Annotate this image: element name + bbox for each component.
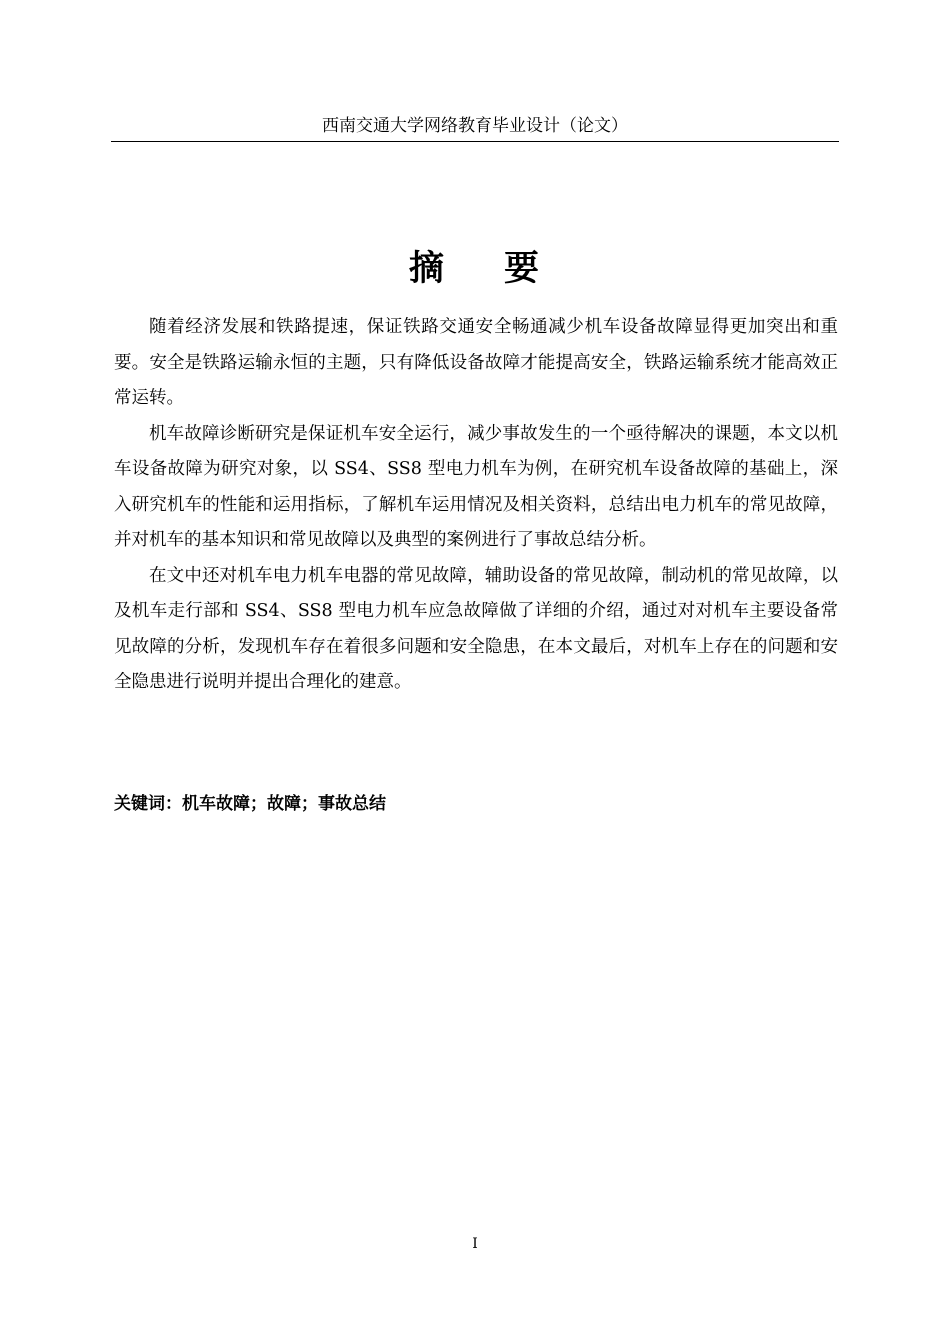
abstract-body [114,310,838,701]
title-char-2: 要 [504,249,542,289]
abstract-paragraph-2: 机车故障诊断研究是保证机车安全运行，减少事故发生的一个亟待解决的课题，本文以机车设备故障为研究对象，以 SS4、SS8 型电力机车为例，在研究机车设备故障的基础上，深入研究机车的性能和运用指标，了解机车运用情况及相关资料，总结出电力机车的常见故障，并对机车的基本知识和常见故障以及典型的案例进行了事故总结分析。 [114,423,838,550]
abstract-paragraph-3: 在文中还对机车电力机车电器的常见故障，辅助设备的常见故障，制动机的常见故障，以及机车走行部和 SS4、SS8 型电力机车应急故障做了详细的介绍，通过对对机车主要设备常见故障的分析，发现机车存在着很多问题和安全隐患，在本文最后，对机车上存在的问题和安全隐患进行说明并提出合理化的建意。 [114,565,838,692]
keywords-line: 关键词：机车故障；故障；事故总结 [114,794,386,814]
page-title [0,246,950,292]
abstract-paragraph-1: 随着经济发展和铁路提速，保证铁路交通安全畅通减少机车设备故障显得更加突出和重要。安全是铁路运输永恒的主题，只有降低设备故障才能提高安全，铁路运输系统才能高效正常运转。 [114,317,838,408]
page-number: I [472,1236,478,1252]
page-header [111,113,839,142]
title-char-1: 摘 [408,249,446,289]
header-text: 西南交通大学网络教育毕业设计（论文） [322,116,628,136]
